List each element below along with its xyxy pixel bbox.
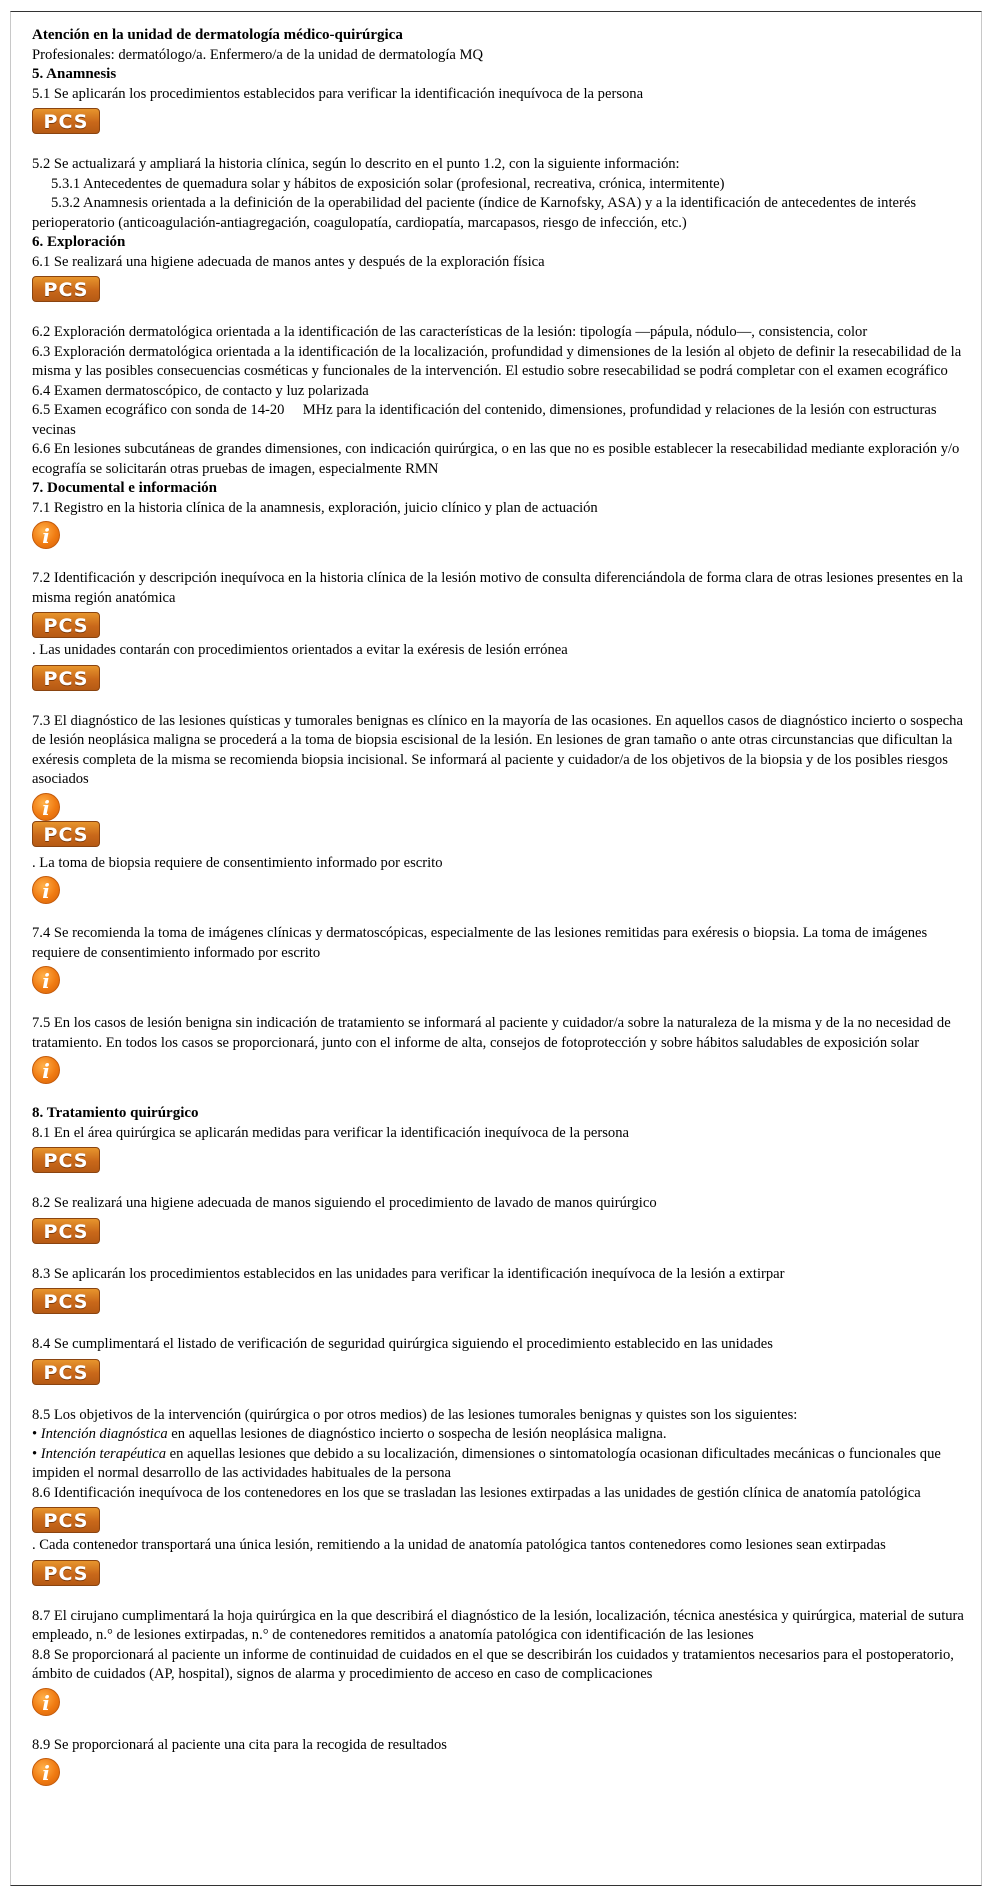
item-8-8: 8.8 Se proporcionará al paciente un informe de continuidad de cuidados en el que se describirán los cuidados y tratamientos necesarios para el postoperatorio, ámbito de cuidados (AP, hospital), signos de alarma y procedimiento de acceso en caso de complicaciones [32,1646,954,1682]
item-7-1: 7.1 Registro en la historia clínica de la anamnesis, exploración, juicio clínico y plan de actuación [32,499,598,516]
item-5-3-2: 5.3.2 Anamnesis orientada a la definición de la operabilidad del paciente (índice de Karnofsky, ASA) y a la identificación de antecedentes de interés perioperatorio (anticoagulación-antiagregación, coagulopatía, cardiopatía, marcapasos, riesgo de infección, etc.) [32,195,917,231]
badge-row [32,1053,972,1086]
badge-row [32,272,972,305]
badge-row [32,963,972,996]
pcs-badge-icon[interactable]: PCS [32,276,100,302]
pcs-badge-icon[interactable]: PCS [32,1288,100,1314]
pcs-badge-icon[interactable]: PCS [32,612,100,638]
info-icon[interactable]: i [32,1688,60,1716]
item-6-5: 6.5 Examen ecográfico con sonda de 14-20 MHz para la identificación del contenido, dimensiones, profundidad y relaciones de la lesión con estructuras vecinas [32,402,941,438]
badge-row [32,1685,972,1718]
info-icon[interactable]: i [32,876,60,904]
section-6-heading: 6. Exploración [32,234,126,250]
item-7-2-note: . Las unidades contarán con procedimientos orientados a evitar la exéresis de lesión errónea [32,642,568,658]
section-8-heading: 8. Tratamiento quirúrgico [32,1105,199,1121]
item-6-4: 6.4 Examen dermatoscópico, de contacto y luz polarizada [32,382,369,399]
pcs-badge-icon[interactable]: PCS [32,1218,100,1244]
badge-row [32,1755,972,1788]
document-frame [10,11,982,1886]
item-8-9: 8.9 Se proporcionará al paciente una cita para la recogida de resultados [32,1736,447,1753]
bullet-therapeutic-term: Intención terapéutica [40,1445,166,1462]
pcs-badge-icon[interactable]: PCS [32,1359,100,1385]
item-7-4: 7.4 Se recomienda la toma de imágenes clínicas y dermatoscópicas, especialmente de las lesiones remitidas para exéresis o biopsia. La toma de imágenes requiere de consentimiento informado por escrito [32,925,928,961]
badge-row [32,790,972,821]
item-8-6-note: . Cada contenedor transportará una única lesión, remitiendo a la unidad de anatomía patológica tantos contenedores como lesiones sean extirpadas [32,1537,886,1553]
badge-row [32,1143,972,1176]
section-7-heading: 7. Documental e información [32,480,217,496]
pcs-badge-icon[interactable]: PCS [32,108,100,134]
info-icon[interactable]: i [32,966,60,994]
item-8-1: 8.1 En el área quirúrgica se aplicarán medidas para verificar la identificación inequívoca de la persona [32,1124,629,1141]
item-8-3: 8.3 Se aplicarán los procedimientos establecidos en las unidades para verificar la identificación inequívoca de la lesión a extirpar [32,1265,785,1282]
badge-row [32,1284,972,1317]
item-8-6: 8.6 Identificación inequívoca de los contenedores en los que se trasladan las lesiones extirpadas a las unidades de gestión clínica de anatomía patológica [32,1484,921,1501]
item-6-2: 6.2 Exploración dermatológica orientada a la identificación de las características de la lesión: tipología —pápula, nódulo—, consistencia, color [32,324,868,340]
pcs-badge-icon[interactable]: PCS [32,1507,100,1533]
item-8-4: 8.4 Se cumplimentará el listado de verificación de seguridad quirúrgica siguiendo el procedimiento establecido en las unidades [32,1336,773,1352]
info-icon[interactable]: i [32,521,60,549]
page-title: Atención en la unidad de dermatología médico-quirúrgica [32,27,403,43]
pcs-badge-icon[interactable]: PCS [32,665,100,691]
item-7-3-note: . La toma de biopsia requiere de consentimiento informado por escrito [32,854,443,871]
bullet-therapeutic: • Intención terapéutica en aquellas lesiones que debido a su localización, dimensiones o sintomatología ocasionan dificultades mecánicas o funcionales que impiden el normal desarrollo de las actividades habituales de la persona [32,1445,941,1481]
item-5-1: 5.1 Se aplicarán los procedimientos establecidos para verificar la identificación inequívoca de la persona [32,85,644,102]
info-icon[interactable]: i [32,793,60,821]
professionals-line: Profesionales: dermatólogo/a. Enfermero/a de la unidad de dermatología MQ [32,46,484,63]
bullet-therapeutic-text: en aquellas lesiones que debido a su localización, dimensiones o sintomatología ocasionan dificultades mecánicas o funcionales que impiden el normal desarrollo de las actividades habituales de la persona [32,1445,941,1481]
badge-row [32,1503,972,1536]
badge-row [32,821,972,854]
item-6-3: 6.3 Exploración dermatológica orientada a la identificación de la localización, profundidad y dimensiones de la lesión al objeto de definir la resecabilidad de la misma y las posibles consecuencias cosméticas y funcionales de la intervención. El estudio sobre resecabilidad se podrá completar con el examen ecográfico [32,343,962,379]
item-8-2: 8.2 Se realizará una higiene adecuada de manos siguiendo el procedimiento de lavado de manos quirúrgico [32,1195,657,1211]
bullet-diagnostic-text: en aquellas lesiones de diagnóstico incierto o sospecha de lesión neoplásica maligna. [167,1426,667,1442]
info-icon[interactable]: i [32,1758,60,1786]
item-7-2: 7.2 Identificación y descripción inequívoca en la historia clínica de la lesión motivo de consulta diferenciándola de forma clara de otras lesiones presentes en la misma región anatómica [32,570,963,606]
item-5-3-1: 5.3.1 Antecedentes de quemadura solar y hábitos de exposición solar (profesional, recreativa, crónica, intermitente) [51,175,725,192]
pcs-badge-icon[interactable]: PCS [32,1147,100,1173]
bullet-diagnostic-term: Intención diagnóstica [40,1426,168,1442]
badge-row [32,518,972,551]
badge-row [32,661,972,694]
item-8-7: 8.7 El cirujano cumplimentará la hoja quirúrgica en la que describirá el diagnóstico de la lesión, localización, técnica anestésica y quirúrgica, material de sutura empleado, n.° de lesiones extirpadas, n.° de contenedores remitidos a anatomía patológica con identificación de las lesiones [32,1607,964,1643]
document-content [32,26,972,1788]
item-7-3: 7.3 El diagnóstico de las lesiones quísticas y tumorales benignas es clínico en la mayoría de las ocasiones. En aquellos casos de diagnóstico incierto o sospecha de lesión neoplásica maligna se procederá a la toma de biopsia escisional de la lesión. En lesiones de gran tamaño o ante otras circunstancias que dificultan la exéresis completa de la misma se recomienda biopsia incisional. Se informará al paciente y cuidador/a de los objetivos de la biopsia y de los posibles riesgos asociados [32,712,963,787]
badge-row [32,104,972,137]
badge-row [32,1214,972,1247]
badge-row [32,608,972,641]
item-8-5: 8.5 Los objetivos de la intervención (quirúrgica o por otros medios) de las lesiones tumorales benignas y quistes son los siguientes: [32,1406,798,1423]
item-6-6: 6.6 En lesiones subcutáneas de grandes dimensiones, con indicación quirúrgica, o en las que no es posible establecer la resecabilidad mediante exploración y/o ecografía se solicitarán otras pruebas de imagen, especialmente RMN [32,441,960,477]
info-icon[interactable]: i [32,1056,60,1084]
section-5-heading: 5. Anamnesis [32,66,117,82]
badge-row [32,873,972,906]
item-6-1: 6.1 Se realizará una higiene adecuada de manos antes y después de la exploración física [32,253,545,270]
pcs-badge-icon[interactable]: PCS [32,821,100,847]
item-5-2: 5.2 Se actualizará y ampliará la historia clínica, según lo descrito en el punto 1.2, con la siguiente información: [32,156,680,172]
badge-row [32,1556,972,1589]
item-7-5: 7.5 En los casos de lesión benigna sin indicación de tratamiento se informará al paciente y cuidador/a sobre la naturaleza de la misma y de la no necesidad de tratamiento. En todos los casos se proporcionará, junto con el informe de alta, consejos de fotoprotección y sobre hábitos saludables de exposición solar [32,1015,951,1051]
pcs-badge-icon[interactable]: PCS [32,1560,100,1586]
badge-row [32,1355,972,1388]
bullet-diagnostic: • Intención diagnóstica en aquellas lesiones de diagnóstico incierto o sospecha de lesión neoplásica maligna. [32,1426,667,1442]
